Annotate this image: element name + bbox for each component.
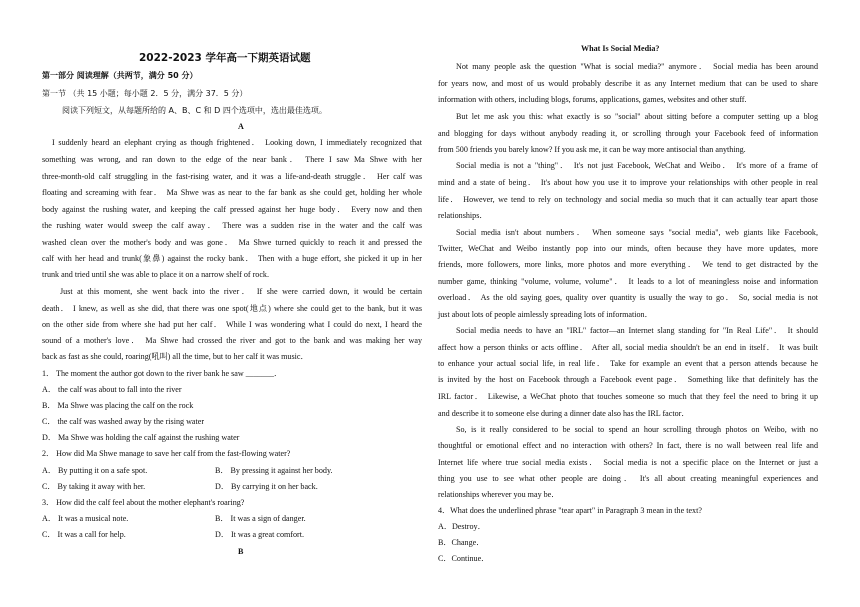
article-line: Not many people ask the question "What is social media?" anymore． Social media has been around xyxy=(456,62,818,71)
p1-line: I suddenly heard an elephant crying as though frightened． Looking down, I immediately recognized that xyxy=(52,138,422,147)
section-title: 第一部分 阅读理解（共两节，满分 50 分） xyxy=(42,71,198,80)
article-line: Twitter, WeChat and Weibo instantly pop into our minds, often because they have more updates, more xyxy=(438,244,818,253)
q2-option-b[interactable]: B． By pressing it against her body. xyxy=(215,466,333,475)
q4-option-b[interactable]: B．Change． xyxy=(438,538,485,547)
p2-line: sound of a mother's love． Ma Shwe had crossed the river and got to the bank and was making her way xyxy=(42,336,422,345)
article-line: relationships． xyxy=(438,211,488,220)
article-line: Internet life where true social media exists． Social media is not a specific place on the Internet or just a xyxy=(438,458,818,467)
q3-option-d[interactable]: D． It was a great comfort. xyxy=(215,530,304,539)
article-line: So, is it really considered to be social to spend an hour scrolling through photos on Weibo, with no xyxy=(456,425,818,434)
q1-option-d[interactable]: D． Ma Shwe was holding the calf against the rushing water xyxy=(42,433,240,442)
article-line: thing you use to see what other people are doing． It's all about creating meaningful experiences and xyxy=(438,474,818,483)
p1-line: floating and screaming with fear． Ma Shwe was as near to the far bank as she could get, holding her whole xyxy=(42,188,422,197)
article-line: Social media isn't about numbers． When someone says "social media", web giants like Facebook, xyxy=(456,228,818,237)
question-1: 1． The moment the author got down to the river bank he saw _______． xyxy=(42,369,283,378)
p2-line: Just at this moment, she went back into the river． If she were carried down, it would be certain xyxy=(60,287,422,296)
article-line: overload． As the old saying goes, quality over quantity is usually the way to go． So, social media is not xyxy=(438,293,818,302)
p2-line: death． I knew, as well as she did, that there was one spot(地点) where she could get to the bank, but it was xyxy=(42,304,422,313)
article-line: affect how a person thinks or acts offline． After all, social media shouldn't be an end in itself． It was built xyxy=(438,343,818,352)
q3-option-c[interactable]: C． It was a call for help. xyxy=(42,530,126,539)
passage-b-label: B xyxy=(238,547,244,556)
article-line: from 500 friends you barely know? If you ask me, it can be way more antisocial than anything. xyxy=(438,145,746,154)
article-line: thoughtful or emotional effect and no interaction with others? In fact, there is no wall between real life and xyxy=(438,441,818,450)
article-line: IRL factor． Likewise, a WeChat photo that touches someone so much that they feel the need to bring it up xyxy=(438,392,818,401)
article-line: mind and a state of being． It's about how you use it to improve your relationships with other people in real xyxy=(438,178,818,187)
article-line: is invited by the host on Facebook through a Facebook event page． Something like that definitely has the xyxy=(438,375,818,384)
q4-option-a[interactable]: A．Destroy． xyxy=(438,522,486,531)
question-2: 2． How did Ma Shwe manage to save her calf from the fast-flowing water? xyxy=(42,449,291,458)
article-line: information with others, including blogs, forums, applications, games, websites and other stuff. xyxy=(438,95,747,104)
q1-option-a[interactable]: A． the calf was about to fall into the river xyxy=(42,385,182,394)
q1-option-c[interactable]: C． the calf was washed away by the rising water xyxy=(42,417,205,426)
q1-option-b[interactable]: B． Ma Shwe was placing the calf on the rock xyxy=(42,401,194,410)
question-4: 4．What does the underlined phrase "tear apart" in Paragraph 3 mean in the text? xyxy=(438,506,702,515)
p1-line: the rushing water would sweep the calf away． There was a sudden rise in the water and the calf was xyxy=(42,221,422,230)
article-line: friends, more followers, more links, more photos and more everything． We tend to get distracted by the xyxy=(438,260,818,269)
q2-option-c[interactable]: C． By taking it away with her. xyxy=(42,482,146,491)
article-line: relationships wherever you may be． xyxy=(438,490,560,499)
p2-line: back as fast as she could, roaring(吼叫) all the time, but to her calf it was music． xyxy=(42,352,309,361)
article-line: But let me ask you this: what exactly is so "social" about sitting before a computer setting up a blog xyxy=(456,112,818,121)
passage-a-label: A xyxy=(238,122,244,131)
question-3: 3． How did the calf feel about the mother elephant's roaring? xyxy=(42,498,245,507)
article-line: number game, thinking "volume, volume, volume"． It leads to a lot of meaningless noise and information xyxy=(438,277,818,286)
q4-option-c[interactable]: C．Continue． xyxy=(438,554,490,563)
instructions: 阅读下列短文，从每题所给的 A、B、C 和 D 四个选项中，选出最佳选项。 xyxy=(62,106,327,115)
section-1-heading: 第一节 （共 15 小题；每小题 2．5 分，满分 37．5 分） xyxy=(42,89,248,98)
p1-line: washed clean over the mother's body and was gone． Ma Shwe turned quickly to reach it and pressed the xyxy=(42,238,422,247)
article-line: just about lots of people aimlessly spreading lots of information． xyxy=(438,310,653,319)
article-line: for years now, and most of us would probably describe it as any Internet medium that can be used to share xyxy=(438,79,818,88)
article-line: and describe it to someone else during a dinner date also has the IRL factor． xyxy=(438,409,690,418)
article-title: What Is Social Media? xyxy=(581,44,660,53)
p1-line: three-month-old calf struggling in the fast-rising water, and it was a life-and-death struggle． Her calf was xyxy=(42,172,422,181)
q2-option-a[interactable]: A． By putting it on a safe spot. xyxy=(42,466,148,475)
p1-line: trunk and tried until she was able to place it on a narrow shelf of rock. xyxy=(42,270,270,279)
article-line: Social media is not a "thing"． It's not just Facebook, WeChat and Weibo． It's more of a frame of xyxy=(456,161,818,170)
exam-title: 2022-2023 学年高一下期英语试题 xyxy=(139,52,311,64)
q2-option-d[interactable]: D． By carrying it on her back. xyxy=(215,482,318,491)
q3-option-b[interactable]: B． It was a sign of danger. xyxy=(215,514,306,523)
q3-option-a[interactable]: A． It was a musical note. xyxy=(42,514,129,523)
p1-line: calf with her head and trunk(象鼻) against the rocky bank． Then with a huge effort, she picked it up in her xyxy=(42,254,422,263)
article-line: to enhance your actual social life, in real life． Take for example an event that a person attends because he xyxy=(438,359,818,368)
article-line: life． However, we tend to rely on technology and social media so much that it can actually tear apart those xyxy=(438,195,818,204)
article-line: and blogging for days without anybody reading it, or scrolling through your Facebook feed of information xyxy=(438,129,818,138)
p2-line: on the other side from where she had put her calf． While I was wondering what I could do next, I heard the xyxy=(42,320,422,329)
p1-line: body against the rushing water, and keeping the calf pressed against her huge body． Every now and then xyxy=(42,205,422,214)
article-line: Social media needs to have an "IRL" factor—an Internet slang standing for "In Real Life"． It should xyxy=(456,326,818,335)
p1-line: something was wrong, and ran down to the edge of the near bank． There I saw Ma Shwe with her xyxy=(42,155,422,164)
